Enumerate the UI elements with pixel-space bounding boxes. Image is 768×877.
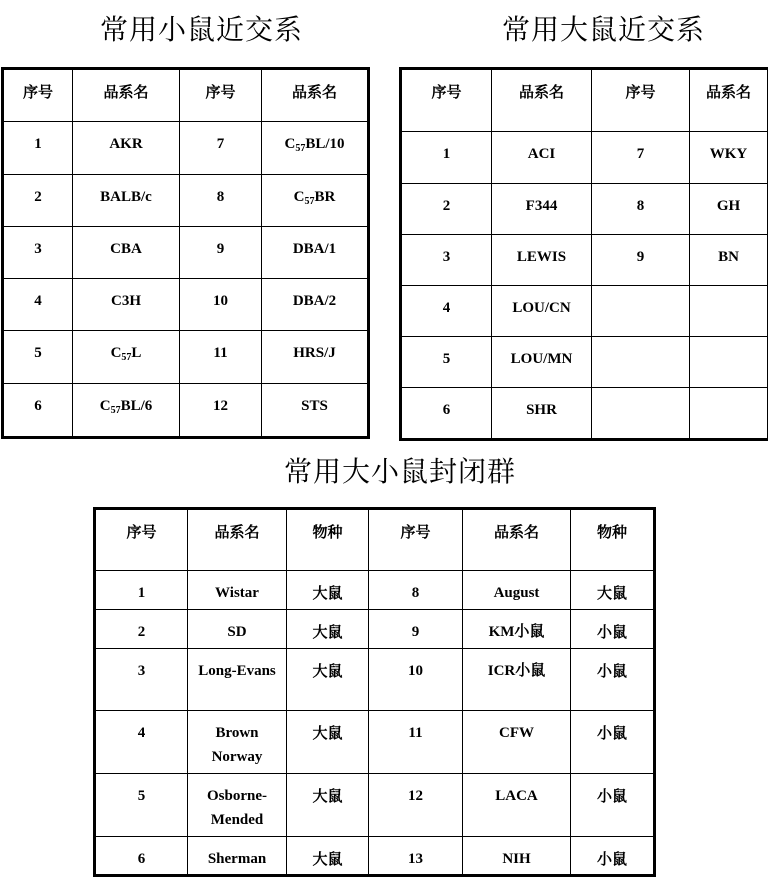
table-cell: CBA (73, 227, 180, 279)
table-cell (592, 337, 690, 388)
table-row (95, 711, 655, 774)
header-cell: 品系名 (492, 69, 592, 132)
table-cell: SD (188, 610, 287, 649)
table-cell: HRS/J (262, 331, 369, 384)
table-cell: 小鼠 (571, 774, 655, 837)
header-cell: 序号 (95, 509, 188, 571)
table-cell: AKR (73, 122, 180, 175)
table-cell: 大鼠 (287, 774, 369, 837)
title-mouse-inbred: 常用小鼠近交系 (100, 8, 303, 48)
table-cell: 13 (369, 837, 463, 876)
table-row (401, 388, 768, 440)
table-row (401, 184, 768, 235)
table-cell: 5 (95, 774, 188, 837)
table-cell: 7 (592, 132, 690, 184)
table-cell: 3 (401, 235, 492, 286)
table-cell: STS (262, 384, 369, 438)
table-cell: LOU/CN (492, 286, 592, 337)
table-cell: C3H (73, 279, 180, 331)
table-cell: 4 (95, 711, 188, 774)
table-cell: 8 (592, 184, 690, 235)
table-cell: 2 (401, 184, 492, 235)
table-cell: 大鼠 (287, 711, 369, 774)
table-cell: 大鼠 (287, 649, 369, 711)
table-cell: 10 (180, 279, 262, 331)
table-cell: 9 (592, 235, 690, 286)
cell-subscript: 57 (295, 143, 305, 154)
table-cell: 小鼠 (571, 649, 655, 711)
table-outbred (93, 507, 656, 877)
table-row (95, 774, 655, 837)
table-cell (690, 286, 768, 337)
table-cell (592, 286, 690, 337)
table-cell: 2 (3, 175, 73, 227)
header-cell: 序号 (592, 69, 690, 132)
header-cell: 物种 (287, 509, 369, 571)
table-cell: BN (690, 235, 768, 286)
table-cell: 12 (180, 384, 262, 438)
table-cell: 小鼠 (571, 610, 655, 649)
header-row (3, 69, 369, 122)
table-row (3, 122, 369, 175)
table-cell: Sherman (188, 837, 287, 876)
header-cell: 品系名 (188, 509, 287, 571)
table-cell: ICR小鼠 (463, 649, 571, 711)
cell-text: BL/10 (305, 136, 344, 152)
table-cell: DBA/2 (262, 279, 369, 331)
header-cell: 序号 (401, 69, 492, 132)
table-row (401, 132, 768, 184)
table-cell: Long-Evans (188, 649, 287, 711)
table-cell: 6 (3, 384, 73, 438)
cell-subscript: 57 (111, 405, 121, 416)
table-cell: 大鼠 (287, 610, 369, 649)
table-cell: 小鼠 (571, 837, 655, 876)
table-cell: 10 (369, 649, 463, 711)
header-row (401, 69, 768, 132)
table-cell: CFW (463, 711, 571, 774)
table-cell (690, 337, 768, 388)
title-rat-inbred: 常用大鼠近交系 (502, 8, 705, 48)
table-cell: F344 (492, 184, 592, 235)
header-cell: 物种 (571, 509, 655, 571)
table-row (401, 235, 768, 286)
table-cell: 小鼠 (571, 711, 655, 774)
table-row (95, 837, 655, 876)
table-cell: LOU/MN (492, 337, 592, 388)
cell-text: C (111, 345, 122, 361)
table-cell: August (463, 571, 571, 610)
title-outbred: 常用大小鼠封闭群 (284, 450, 516, 490)
table-cell: 11 (369, 711, 463, 774)
table-cell: 大鼠 (287, 571, 369, 610)
table-row (401, 337, 768, 388)
table-rat-inbred (399, 67, 768, 441)
table-cell: WKY (690, 132, 768, 184)
table-cell: SHR (492, 388, 592, 440)
table-row (3, 384, 369, 438)
table-cell: 5 (3, 331, 73, 384)
cell-text: BR (315, 189, 336, 205)
table-cell: Brown Norway (188, 711, 287, 774)
header-cell: 品系名 (463, 509, 571, 571)
table-mouse-inbred (1, 67, 370, 439)
table-cell: DBA/1 (262, 227, 369, 279)
table-cell: ACI (492, 132, 592, 184)
header-cell: 品系名 (73, 69, 180, 122)
table-cell: 1 (95, 571, 188, 610)
table-cell (262, 122, 369, 175)
cell-text: C (100, 398, 111, 414)
table-cell: 大鼠 (571, 571, 655, 610)
cell-text: C (294, 189, 305, 205)
table-cell: 8 (180, 175, 262, 227)
table-cell: GH (690, 184, 768, 235)
header-cell: 序号 (180, 69, 262, 122)
table-row (95, 649, 655, 711)
header-cell: 序号 (3, 69, 73, 122)
table-cell: 5 (401, 337, 492, 388)
cell-text: L (131, 345, 141, 361)
table-cell: 9 (180, 227, 262, 279)
table-cell: 2 (95, 610, 188, 649)
table-cell: KM小鼠 (463, 610, 571, 649)
table-cell: LEWIS (492, 235, 592, 286)
table-row (95, 610, 655, 649)
header-cell: 序号 (369, 509, 463, 571)
table-row (3, 279, 369, 331)
table-cell: 1 (3, 122, 73, 175)
table-row (3, 331, 369, 384)
table-cell (592, 388, 690, 440)
table-cell (690, 388, 768, 440)
table-cell: NIH (463, 837, 571, 876)
table-row (3, 227, 369, 279)
table-cell: 1 (401, 132, 492, 184)
table-cell: 4 (3, 279, 73, 331)
table-cell: Osborne-Mended (188, 774, 287, 837)
table-cell: 11 (180, 331, 262, 384)
cell-subscript: 57 (121, 352, 131, 363)
header-row (95, 509, 655, 571)
header-cell: 品系名 (690, 69, 768, 132)
table-cell: 3 (95, 649, 188, 711)
table-cell: 8 (369, 571, 463, 610)
table-cell: 7 (180, 122, 262, 175)
table-cell (262, 175, 369, 227)
table-cell: Wistar (188, 571, 287, 610)
cell-text: BL/6 (121, 398, 153, 414)
table-cell (73, 331, 180, 384)
header-cell: 品系名 (262, 69, 369, 122)
table-row (3, 175, 369, 227)
table-cell: LACA (463, 774, 571, 837)
table-cell (73, 384, 180, 438)
table-cell: 3 (3, 227, 73, 279)
table-cell: 4 (401, 286, 492, 337)
table-row (401, 286, 768, 337)
table-cell: 9 (369, 610, 463, 649)
cell-text: C (284, 136, 295, 152)
cell-subscript: 57 (305, 196, 315, 207)
table-cell: 6 (401, 388, 492, 440)
table-row (95, 571, 655, 610)
table-cell: BALB/c (73, 175, 180, 227)
table-cell: 12 (369, 774, 463, 837)
table-cell: 6 (95, 837, 188, 876)
table-cell: 大鼠 (287, 837, 369, 876)
